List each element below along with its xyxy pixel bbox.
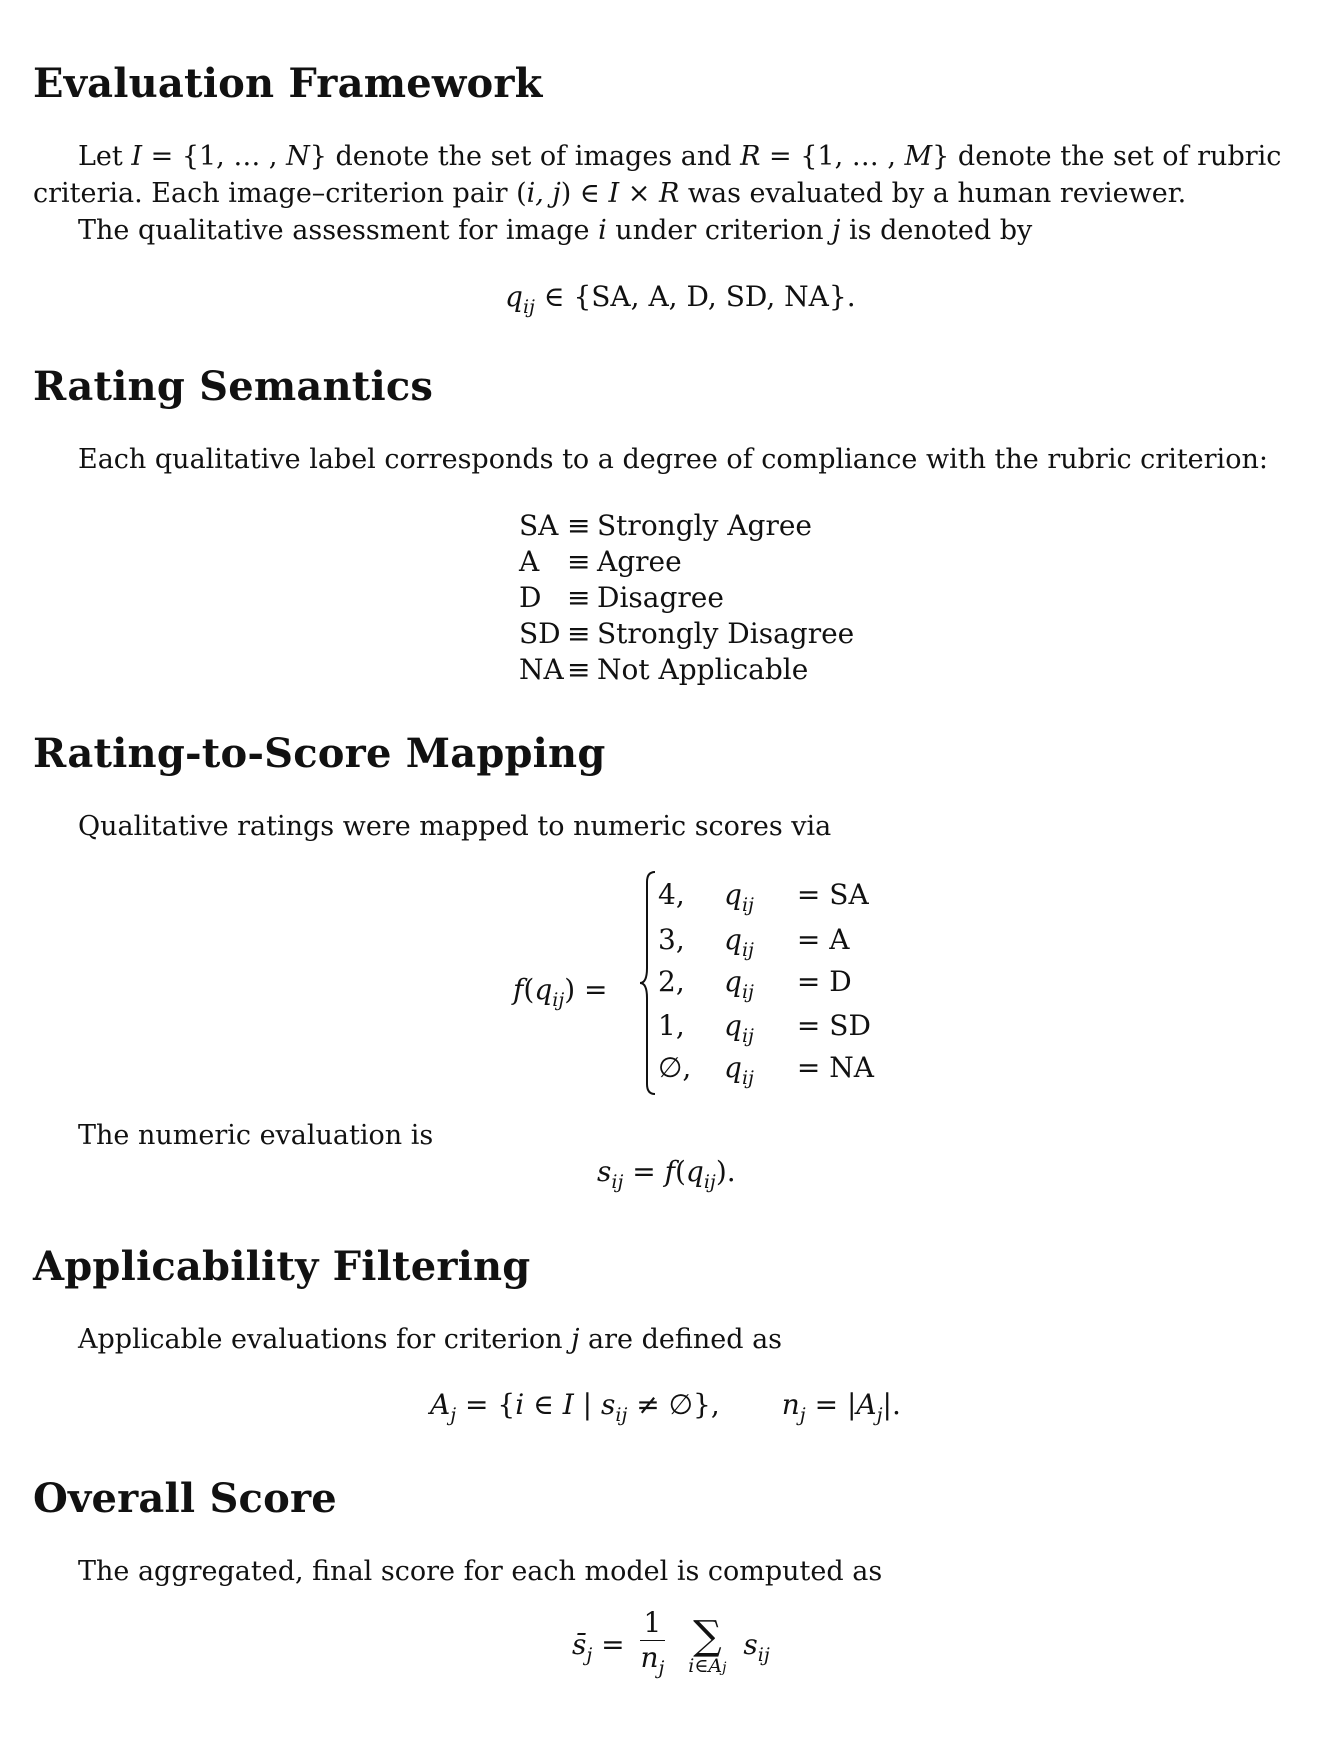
framework-text-2: denote the set of rubric criteria. Each image–criterion pair xyxy=(33,141,1282,209)
heading-evaluation-framework: Evaluation Framework xyxy=(33,60,543,107)
math-images-set: I xyxy=(131,141,143,172)
equation-overall-score: $s̄_j$ = $\frac{1}{n_j}$ ∑ i∈Aj $s_{ij}$ xyxy=(572,1608,770,1685)
label-definitions xyxy=(519,508,854,688)
mapping-equation xyxy=(513,868,913,1108)
equation-sij: $s_{ij} = f(q_{ij})$. xyxy=(597,1155,736,1193)
framework-p2-text-2: under criterion xyxy=(606,215,833,246)
equation-applicable-set: $A_j = \{i$ ∈ I | $s_{ij}$ ≠ ∅}, $n_j = |A_j|$. xyxy=(430,1388,901,1426)
mapping-case-row: ∅, $q_{ij}$ = NA xyxy=(658,1051,874,1089)
mapping-case-row: 3, $q_{ij} = A$ xyxy=(658,923,850,961)
mapping-case-row: 1, $q_{ij}$ = SD xyxy=(658,1009,871,1047)
definition-row: D ≡ Disagree xyxy=(519,581,724,614)
framework-paragraph-2: The qualitative assessment for image i under criterion j is denoted by xyxy=(78,215,1033,246)
framework-p2-text-1: The qualitative assessment for image xyxy=(78,215,599,246)
mapping-lhs: $f(q_{ij})$ = xyxy=(513,973,608,1011)
left-brace-icon xyxy=(638,868,658,1098)
mapping-intro: Qualitative ratings were mapped to numeric scores via xyxy=(78,811,832,842)
framework-text-1: denote the set of images and xyxy=(326,141,741,172)
overall-intro: The aggregated, final score for each model is computed as xyxy=(78,1556,883,1587)
definition-row: NA ≡ Not Applicable xyxy=(519,653,809,686)
framework-paragraph-1: Let I = {1, … , N} denote the set of images and R = {1, … , M} denote the set of rubric criteria. Each image–criterion pair (i, j) ∈ I × R was evaluated by a human reviewer. xyxy=(33,141,1282,209)
equation-qij-set: $q_{ij}$ ∈ {SA, A, D, SD, NA}. xyxy=(505,280,856,318)
framework-p2-text-3: is denoted by xyxy=(840,215,1033,246)
framework-let: Let xyxy=(78,141,123,172)
semantics-intro: Each qualitative label corresponds to a degree of compliance with the rubric criterion: xyxy=(78,444,1268,475)
definition-row: A ≡ Agree xyxy=(519,545,682,578)
definition-row: SA ≡ Strongly Agree xyxy=(519,509,812,542)
definition-row: SD ≡ Strongly Disagree xyxy=(519,617,855,650)
heading-applicability-filtering: Applicability Filtering xyxy=(33,1243,531,1290)
numeric-evaluation-text: The numeric evaluation is xyxy=(78,1120,434,1151)
heading-rating-to-score-mapping: Rating-to-Score Mapping xyxy=(33,730,606,777)
summation-icon: ∑ i∈Aj xyxy=(688,1612,727,1677)
heading-rating-semantics: Rating Semantics xyxy=(33,363,434,410)
mapping-case-row: 2, $q_{ij} = D$ xyxy=(658,965,852,1003)
mapping-case-row: 4, $q_{ij}$ = SA xyxy=(658,878,869,916)
heading-overall-score: Overall Score xyxy=(33,1475,337,1522)
eq-label-set: {SA, A, D, SD, NA}. xyxy=(573,280,856,313)
fraction: $\frac{1}{n_j}$ xyxy=(640,1606,665,1679)
framework-text-3: was evaluated by a human reviewer. xyxy=(679,178,1187,209)
math-rubric-set: R xyxy=(740,141,761,172)
filtering-intro: Applicable evaluations for criterion j are defined as xyxy=(78,1324,783,1355)
